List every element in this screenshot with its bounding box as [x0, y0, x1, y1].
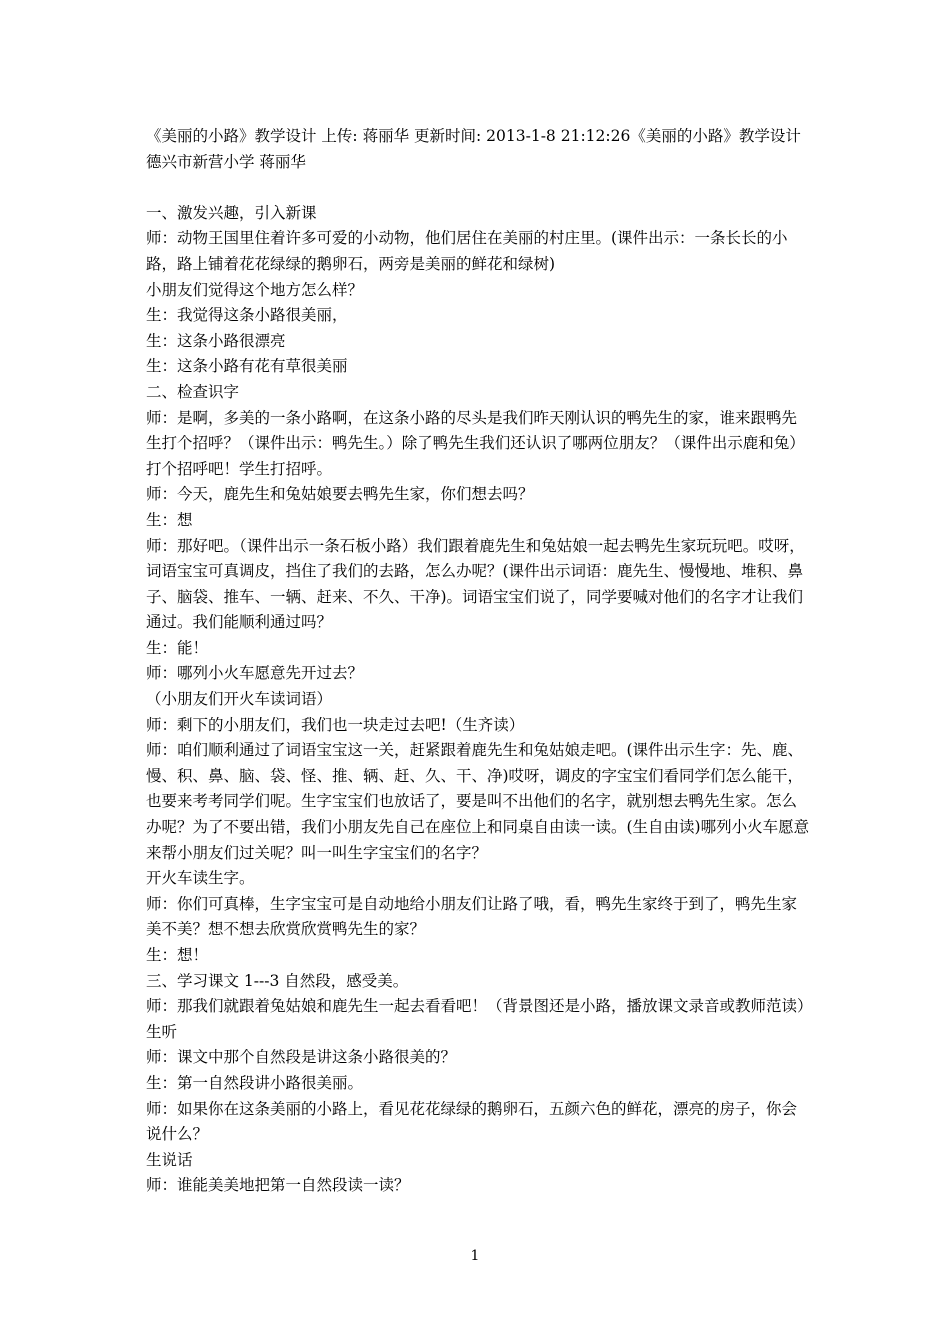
paragraph: （小朋友们开火车读词语） [146, 690, 333, 709]
section-heading: 一、激发兴趣，引入新课 [146, 203, 317, 222]
paragraph: 开火车读生字。 [146, 869, 255, 888]
paragraph: 生：我觉得这条小路很美丽， [146, 306, 348, 325]
blank-line [146, 175, 812, 201]
section-heading: 二、检查识字 [146, 382, 240, 401]
paragraph: 师：剩下的小朋友们，我们也一块走过去吧!（生齐读） [146, 715, 525, 734]
page-number: 1 [470, 1248, 480, 1264]
document-body [146, 124, 812, 1199]
paragraph: 师：咱们顺利通过了词语宝宝这一关，赶紧跟着鹿先生和兔姑娘走吧。(课件出示生字：先、鹿、慢、积、鼻、脑、袋、怪、推、辆、赶、久、干、净)哎呀，调皮的字宝宝们看同学们怎么能干，也要来考考同学们呢。生字宝宝们也放话了，要是叫不出他们的名字，就别想去鸭先生家。怎么办呢？为了不要出错，我们小朋友先自己在座位上和同桌自由读一读。(生自由读)哪列小火车愿意来帮小朋友们过关呢？叫一叫生字宝宝们的名字？ [146, 741, 810, 862]
paragraph: 师：今天，鹿先生和兔姑娘要去鸭先生家，你们想去吗？ [146, 485, 534, 504]
paragraph: 师：动物王国里住着许多可爱的小动物，他们居住在美丽的村庄里。(课件出示：一条长长的小路，路上铺着花花绿绿的鹅卵石，两旁是美丽的鲜花和绿树) [146, 229, 788, 273]
paragraph: 师：课文中那个自然段是讲这条小路很美的？ [146, 1048, 457, 1067]
section-heading: 三、学习课文 1---3 自然段，感受美。 [146, 971, 409, 990]
paragraph: 生：第一自然段讲小路很美丽。 [146, 1073, 364, 1092]
paragraph: 生：这条小路很漂亮 [146, 331, 286, 350]
paragraph: 师：是啊，多美的一条小路啊，在这条小路的尽头是我们昨天刚认识的鸭先生的家，谁来跟鸭先生打个招呼？（课件出示：鸭先生。）除了鸭先生我们还认识了哪两位朋友？（课件出示鹿和兔）打个招呼吧！学生打招呼。 [146, 408, 805, 478]
paragraph: 师：那我们就跟着兔姑娘和鹿先生一起去看看吧！（背景图还是小路，播放课文录音或教师范读） [146, 997, 813, 1016]
paragraph: 师：谁能美美地把第一自然段读一读？ [146, 1176, 410, 1195]
paragraph: 生说话 [146, 1150, 193, 1169]
author-line: 德兴市新营小学 蒋丽华 [146, 152, 306, 171]
paragraph: 生：想！ [146, 946, 209, 964]
paragraph: 师：哪列小火车愿意先开过去？ [146, 664, 364, 683]
paragraph: 生：想 [146, 510, 193, 529]
paragraph: 师：那好吧。（课件出示一条石板小路）我们跟着鹿先生和兔姑娘一起去鸭先生家玩玩吧。哎呀，词语宝宝可真调皮，挡住了我们的去路，怎么办呢？(课件出示词语：鹿先生、慢慢地、堆积、鼻子、脑袋、推车、一辆、赶来、不久、干净)。词语宝宝们说了，同学要喊对他们的名字才让我们通过。我们能顺利通过吗？ [146, 536, 805, 632]
paragraph: 生听 [146, 1022, 178, 1041]
paragraph: 小朋友们觉得这个地方怎么样？ [146, 280, 364, 299]
paragraph: 师：如果你在这条美丽的小路上，看见花花绿绿的鹅卵石，五颜六色的鲜花，漂亮的房子，你会说什么？ [146, 1099, 798, 1144]
paragraph: 生：这条小路有花有草很美丽 [146, 357, 348, 376]
paragraph: 师：你们可真棒，生字宝宝可是自动地给小朋友们让路了哦，看，鸭先生家终于到了，鸭先生家美不美？想不想去欣赏欣赏鸭先生的家？ [146, 894, 798, 939]
header-line: 《美丽的小路》教学设计 上传: 蒋丽华 更新时间: 2013-1-8 21:12:26《美丽的小路》教学设计 [146, 127, 801, 145]
paragraph: 生：能！ [146, 638, 209, 657]
